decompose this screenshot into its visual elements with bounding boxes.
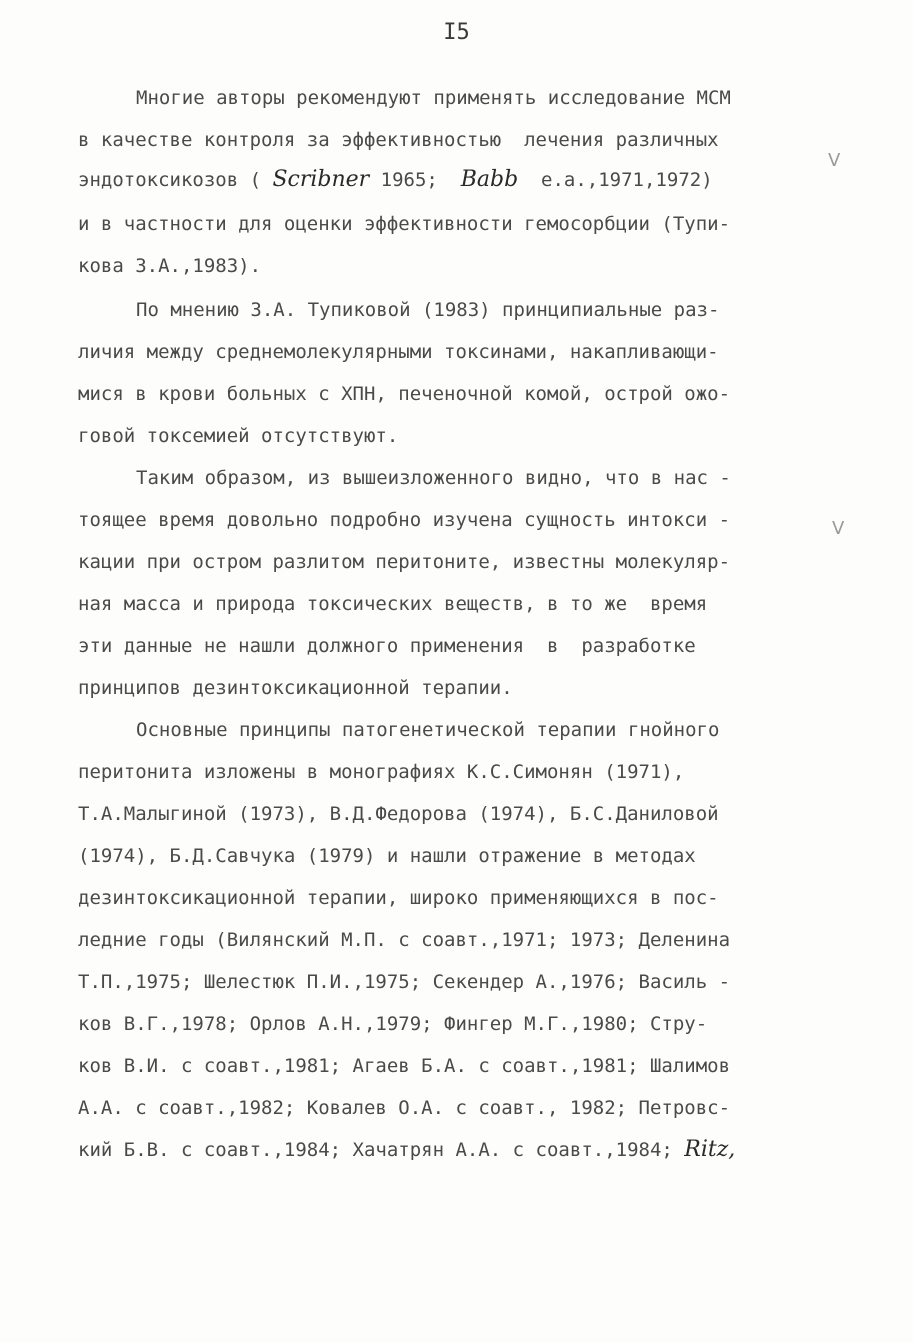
text-line: перитонита изложены в монографиях К.С.Симонян (1971), [78,761,685,783]
text-line: эндотоксикозов ( Scribner 1965; Babb e.a.,1971,1972) [78,167,713,192]
text-line: тоящее время довольно подробно изучена сущность интокси - [78,509,731,531]
text-line: дезинтоксикационной терапии, широко применяющихся в пос- [78,887,719,909]
text-line: эти данные не нашли должного применения в разработке [78,635,696,657]
text-line: говой токсемией отсутствуют. [78,425,399,447]
text-line: Многие авторы рекомендуют применять исследование МСМ [136,87,731,109]
handwritten-insert: Babb [460,167,519,192]
margin-check-mark: V [832,518,845,539]
text-line: По мнению З.А. Тупиковой (1983) принципиальные раз- [136,299,720,321]
text-line: ледние годы (Вилянский М.П. с соавт.,1971; 1973; Деленина [78,929,731,951]
text-line: и в частности для оценки эффективности гемосорбции (Тупи- [78,213,731,235]
text-line: кий Б.В. с соавт.,1984; Хачатрян А.А. с соавт.,1984; Ritz, [78,1137,736,1162]
text-line: (1974), Б.Д.Савчука (1979) и нашли отражение в методах [78,845,696,867]
text-line: кации при остром разлитом перитоните, известны молекуляр- [78,551,731,573]
text-line: Т.А.Малыгиной (1973), В.Д.Федорова (1974), Б.С.Даниловой [78,803,719,825]
text-line: в качестве контроля за эффективностью лечения различных [78,129,719,151]
margin-check-mark: V [828,150,841,171]
text-line: ков В.И. с соавт.,1981; Агаев Б.А. с соавт.,1981; Шалимов [78,1055,731,1077]
handwritten-insert: Ritz, [684,1137,736,1162]
text-line: ков В.Г.,1978; Орлов А.Н.,1979; Фингер М.Г.,1980; Стру- [78,1013,708,1035]
page-number: I5 [443,20,470,45]
text-line: кова З.А.,1983). [78,255,262,277]
text-line: личия между среднемолекулярными токсинами, накапливающи- [78,341,719,363]
text-line: принципов дезинтоксикационной терапии. [78,677,513,699]
text-line: Таким образом, из вышеизложенного видно, что в нас - [136,467,731,489]
text-line: мися в крови больных с ХПН, печеночной комой, острой ожо- [78,383,731,405]
text-line: А.А. с соавт.,1982; Ковалев О.А. с соавт., 1982; Петровс- [78,1097,731,1119]
text-line: Т.П.,1975; Шелестюк П.И.,1975; Секендер А.,1976; Василь - [78,971,731,993]
handwritten-insert: Scribner [272,167,370,192]
text-line: Основные принципы патогенетической терапии гнойного [136,719,720,741]
text-line: ная масса и природа токсических веществ, в то же время [78,593,708,615]
